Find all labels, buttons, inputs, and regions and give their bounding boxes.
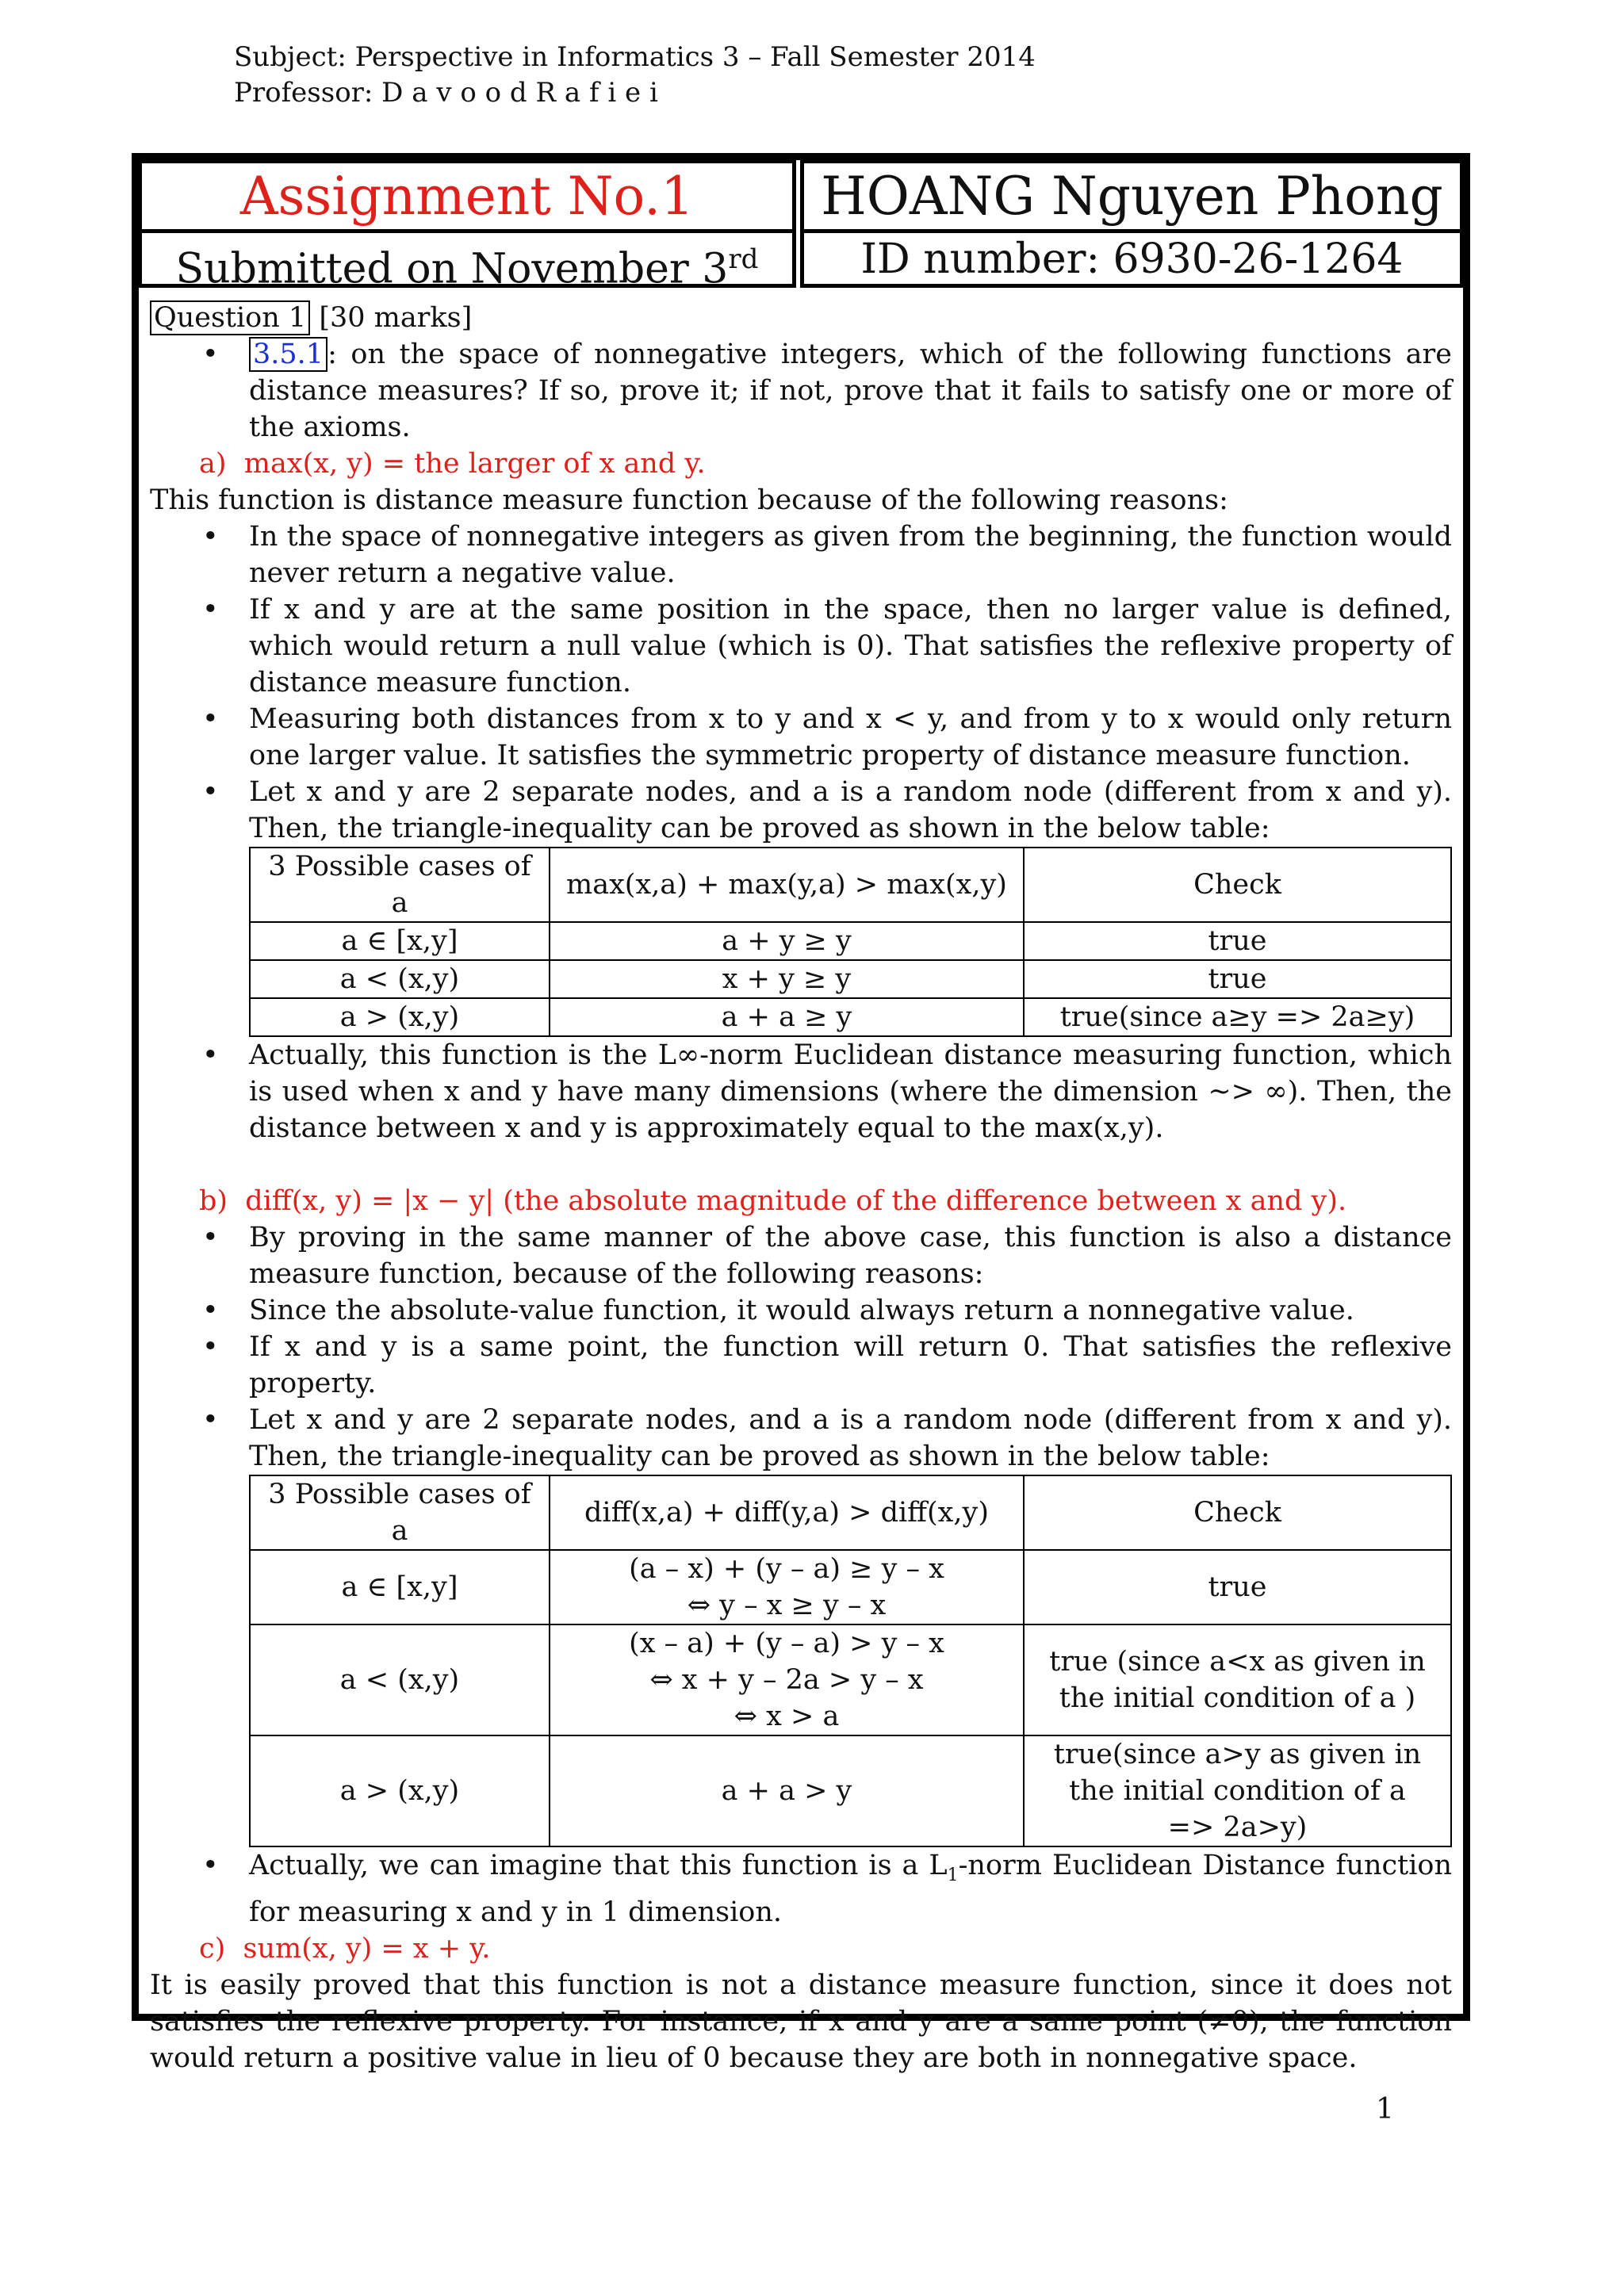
part-b-bullets — [150, 1219, 1452, 1475]
question-heading — [150, 300, 1452, 336]
part-c-heading: c) sum(x, y) = x + y. — [199, 1933, 491, 1965]
list-item: • In the space of nonnegative integers as given from the beginning, the function would never return a negative value. — [150, 519, 1452, 591]
table-header-cell: 3 Possible cases of a — [250, 848, 550, 922]
part-b-heading: b) diff(x, y) = |x − y| (the absolute magnitude of the difference between x and y). — [199, 1185, 1347, 1217]
diff-triangle-table — [249, 1475, 1452, 1847]
max-triangle-table — [249, 847, 1452, 1037]
title-box — [138, 159, 1464, 288]
table-row — [250, 1550, 1451, 1624]
table-header-cell: 3 Possible cases of a — [250, 1475, 550, 1550]
list-item: • Actually, this function is the L∞-norm Euclidean distance measuring function, which is used when x and y have many dimensions (where the dimension ~> ∞). Then, the distance between x and y is approximately equal to the max(x,y). — [150, 1037, 1452, 1146]
part-a-bullets — [150, 519, 1452, 847]
table-cell: a + a > y — [550, 1735, 1024, 1846]
list-item: • Actually, we can imagine that this function is a $L_1$-norm Euclidean Distance function for measuring x and y in 1 dimension. — [150, 1847, 1452, 1931]
list-item: • If x and y are at the same position in the space, then no larger value is defined, which would return a null value (which is 0). That satisfies the reflexive property of distance measure function. — [150, 591, 1452, 701]
table-cell: true(since a≥y => 2a≥y) — [1024, 998, 1451, 1036]
exercise-ref-link[interactable]: 3.5.1 — [249, 337, 327, 372]
table-cell: true(since a>y as given in the initial condition of a => 2a>y) — [1024, 1735, 1451, 1846]
table-cell: true — [1024, 922, 1451, 960]
assignment-title: Assignment No.1 — [138, 159, 796, 233]
list-item: • Measuring both distances from x to y and x < y, and from y to x would only return one larger value. It satisfies the symmetric property of distance measure function. — [150, 701, 1452, 774]
table-cell: a > (x,y) — [250, 998, 550, 1036]
subject-line: Subject: Perspective in Informatics 3 – Fall Semester 2014 — [234, 41, 1036, 73]
table-cell: a < (x,y) — [250, 1624, 550, 1735]
part-a-heading: a) max(x, y) = the larger of x and y. — [199, 448, 706, 480]
list-item: • By proving in the same manner of the above case, this function is also a distance measure function, because of the following reasons: — [150, 1219, 1452, 1292]
list-item: • Since the absolute-value function, it would always return a nonnegative value. — [150, 1292, 1452, 1329]
table-cell: a ∈ [x,y] — [250, 1550, 550, 1624]
table-cell: x + y ≥ y — [550, 960, 1024, 998]
student-name: HOANG Nguyen Phong — [800, 159, 1464, 233]
table-cell: true — [1024, 960, 1451, 998]
table-cell: a < (x,y) — [250, 960, 550, 998]
table-row — [250, 998, 1451, 1036]
question-prompt: • 3.5.1 : on the space of nonnegative integers, which of the following functions are distance measures? If so, prove it; if not, prove that it fails to satisfy one or more of the axioms. — [150, 336, 1452, 446]
table-header-row — [250, 848, 1451, 922]
list-item: • Let x and y are 2 separate nodes, and a is a random node (different from x and y). Then, the triangle-inequality can be proved as shown in the below table: — [150, 774, 1452, 847]
table-row — [250, 1735, 1451, 1846]
table-cell: true (since a<x as given in the initial condition of a ) — [1024, 1624, 1451, 1735]
table-header-cell: Check — [1024, 848, 1451, 922]
table-header-cell: Check — [1024, 1475, 1451, 1550]
table-cell: a > (x,y) — [250, 1735, 550, 1846]
table-cell: a ∈ [x,y] — [250, 922, 550, 960]
table-header-cell: diff(x,a) + diff(y,a) > diff(x,y) — [550, 1475, 1024, 1550]
table-cell: a + a ≥ y — [550, 998, 1024, 1036]
assignment-body — [150, 300, 1452, 2076]
table-row — [250, 960, 1451, 998]
table-header-row — [250, 1475, 1451, 1550]
question-marks: [30 marks] — [310, 302, 473, 334]
part-c-text: It is easily proved that this function is not a distance measure function, since it does not satisfies the reflexive property. For instance, if x and y are a same point (≠0), the function would return a positive value in lieu of 0 because they are both in nonnegative space. — [150, 1969, 1452, 2074]
table-cell: (x – a) + (y – a) > y – x ⇔ x + y – 2a > y – x ⇔ x > a — [550, 1624, 1024, 1735]
student-id: ID number: 6930-26-1264 — [800, 229, 1464, 288]
table-cell: (a – x) + (y – a) ≥ y – x ⇔ y – x ≥ y – x — [550, 1550, 1024, 1624]
page-number: 1 — [1376, 2093, 1394, 2126]
table-cell: a + y ≥ y — [550, 922, 1024, 960]
part-a-intro: This function is distance measure function because of the following reasons: — [150, 484, 1228, 516]
table-cell: true — [1024, 1550, 1451, 1624]
question-label: Question 1 — [150, 300, 310, 335]
list-item: • If x and y is a same point, the function will return 0. That satisfies the reflexive property. — [150, 1329, 1452, 1402]
list-item: • Let x and y are 2 separate nodes, and a is a random node (different from x and y). Then, the triangle-inequality can be proved as shown in the below table: — [150, 1402, 1452, 1475]
professor-line: Professor: D a v o o d R a f i e i — [234, 77, 658, 109]
submission-date: Submitted on November 3rd — [138, 229, 796, 288]
table-row — [250, 1624, 1451, 1735]
table-row — [250, 922, 1451, 960]
table-header-cell: max(x,a) + max(y,a) > max(x,y) — [550, 848, 1024, 922]
